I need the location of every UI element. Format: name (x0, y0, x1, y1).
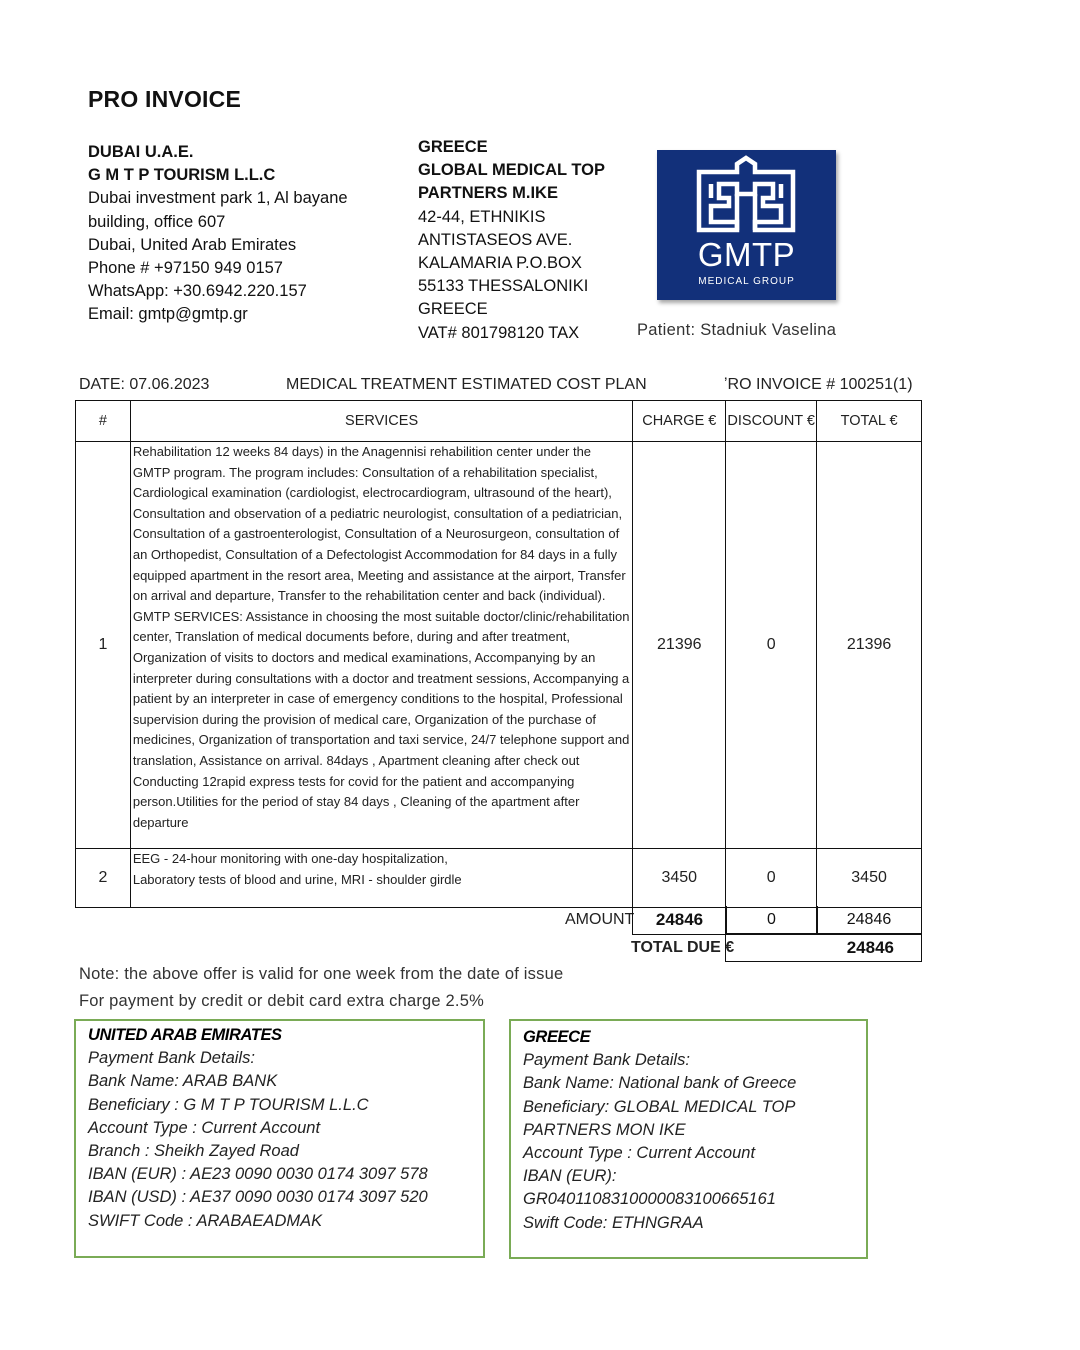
greece-company: GLOBAL MEDICAL TOP (418, 161, 606, 180)
bank-greece-heading: GREECE (523, 1028, 591, 1046)
greece-vat: VAT# 801798120 TAX (418, 323, 580, 342)
plan-title: MEDICAL TREATMENT ESTIMATED COST PLAN (286, 376, 647, 393)
row-services-text: Rehabilitation 12 weeks 84 days) in the Anagennisi rehabilition center under the GMTP program. The program includes: Consultation of a rehabilitation specialist, Cardiological examination (cardiologist, electrocardiogram, ultrasound of the heart), Consultation and observation of a pediatric neurologist, consultation of a pediatrician, Consultation of a gastroenterologist, Consultation of a Neurosurgeon, consultation of an Orthopedist, Consultation of a Defectologist Accommodation for 84 days in a fully equipped apartment in the resort area, Meeting and assistance at the airport, Transfer on arrival and departure, Transfer to the rehabilitation center and back (individual). GMTP SERVICES: Assistance in choosing the most suitable doctor/clinic/rehabilitation center, Translation of medical documents before, during and after treatment, Organization of visits to doctors and medical examinations, Accompanying by an interpreter during consultations with a doctor and treatment sessions, Accompanying a patient by an interpreter in case of emergency conditions to the hospital, Professional supervision during the provision of medical care, Organization of the purchase of medicines, Organization of transportation and taxi service, 24/7 telephone support and translation, Assistance on arrival. 84days , Apartment cleaning after check out Conducting 12rapid express tests for covid for the patient and accompanying person.Utilities for the period of stay 84 days , Cleaning of the apartment after departure (132, 444, 630, 830)
col-header-total: TOTAL € (817, 401, 922, 442)
validity-note: Note: the above offer is valid for one week from the date of issue (79, 965, 564, 983)
greece-address-line: 42-44, ETHNIKIS (418, 207, 546, 226)
row-discount: 0 (726, 849, 817, 908)
greece-address-line: ANTISTASEOS AVE. (418, 230, 573, 249)
bank-greece-line: Bank Name: National bank of Greece (523, 1074, 797, 1093)
bank-uae-line: Branch : Sheikh Zayed Road (88, 1142, 299, 1161)
bank-uae-iban-usd: IBAN (USD) : AE37 0090 0030 0174 3097 520 (88, 1188, 428, 1207)
row-charge: 3450 (633, 849, 726, 908)
document-title: PRO INVOICE (88, 86, 242, 112)
amount-total: 24846 (816, 906, 922, 935)
row-services (130, 849, 633, 908)
row-services (130, 442, 633, 849)
table-row (76, 849, 922, 908)
bank-uae-line: Account Type : Current Account (88, 1118, 321, 1137)
table-row (76, 442, 922, 849)
row-discount: 0 (726, 442, 817, 849)
row-charge: 21396 (633, 442, 726, 849)
bank-greece-line: PARTNERS MON IKE (523, 1120, 686, 1139)
bank-greece-line: Account Type : Current Account (523, 1144, 756, 1163)
greece-address-line: GREECE (418, 300, 488, 319)
card-charge-note: For payment by credit or debit card extra charge 2.5% (79, 992, 484, 1010)
table-header-row (76, 401, 922, 442)
greece-address-line: KALAMARIA P.O.BOX (418, 254, 582, 273)
bank-uae-line: Payment Bank Details: (88, 1049, 255, 1068)
uae-whatsapp: WhatsApp: +30.6942.220.157 (88, 282, 307, 301)
bank-greece-line: Beneficiary: GLOBAL MEDICAL TOP (523, 1097, 796, 1116)
row-total: 3450 (817, 849, 922, 908)
uae-email: Email: gmtp@gmtp.gr (88, 305, 248, 324)
bank-greece-iban: GR0401108310000083100665161 (523, 1190, 776, 1209)
bank-greece-swift: Swift Code: ETHNGRAA (523, 1213, 704, 1232)
amount-label: AMOUNT (565, 911, 635, 928)
amount-charge: 24846 (632, 906, 727, 935)
row-num: 1 (76, 442, 131, 849)
uae-phone: Phone # +97150 949 0157 (88, 259, 283, 278)
greece-country: GREECE (418, 138, 488, 156)
bank-greece-line: IBAN (EUR): (523, 1167, 617, 1186)
total-due-label: TOTAL DUE € (631, 939, 735, 956)
row-num: 2 (76, 849, 131, 908)
row-services-text: EEG - 24-hour monitoring with one-day hospitalization, Laboratory tests of blood and urine, MRI - shoulder girdle (132, 851, 462, 887)
services-table (75, 400, 922, 908)
greece-address-line: 55133 THESSALONIKI (418, 277, 589, 296)
invoice-date: DATE: 07.06.2023 (79, 376, 210, 393)
bank-details-greece (509, 1019, 868, 1259)
bank-uae-line: Beneficiary : G M T P TOURISM L.L.C (88, 1095, 369, 1114)
uae-country: DUBAI U.A.E. (88, 143, 194, 161)
amount-discount: 0 (725, 906, 818, 935)
bank-uae-line: Bank Name: ARAB BANK (88, 1072, 278, 1091)
uae-company: G M T P TOURISM L.L.C (88, 166, 276, 185)
bank-uae-iban-eur: IBAN (EUR) : AE23 0090 0030 0174 3097 578 (88, 1165, 428, 1184)
col-header-services: SERVICES (130, 401, 633, 442)
uae-address-line: Dubai, United Arab Emirates (88, 235, 297, 254)
greece-address-block (418, 136, 605, 345)
bank-uae-heading: UNITED ARAB EMIRATES (88, 1026, 282, 1044)
bank-greece-line: Payment Bank Details: (523, 1051, 690, 1070)
col-header-discount: DISCOUNT € (726, 401, 817, 442)
uae-address-line: building, office 607 (88, 212, 226, 231)
invoice-number: ʼRO INVOICE # 100251(1) (724, 376, 913, 393)
bank-details-uae (74, 1019, 485, 1258)
total-due-value: 24846 (725, 933, 922, 962)
col-header-num: # (76, 401, 131, 442)
greece-company: PARTNERS M.IKE (418, 184, 558, 203)
gmtp-logo (657, 150, 836, 300)
bank-uae-swift: SWIFT Code : ARABAEADMAK (88, 1211, 323, 1230)
uae-address-line: Dubai investment park 1, Al bayane (88, 189, 348, 208)
uae-address-block (88, 141, 348, 327)
col-header-charge: CHARGE € (633, 401, 726, 442)
row-total: 21396 (817, 442, 922, 849)
logo-tagline: MEDICAL GROUP (698, 276, 795, 287)
patient-name: Patient: Stadniuk Vaselina (637, 321, 837, 339)
logo-wordmark: GMTP (697, 236, 796, 273)
